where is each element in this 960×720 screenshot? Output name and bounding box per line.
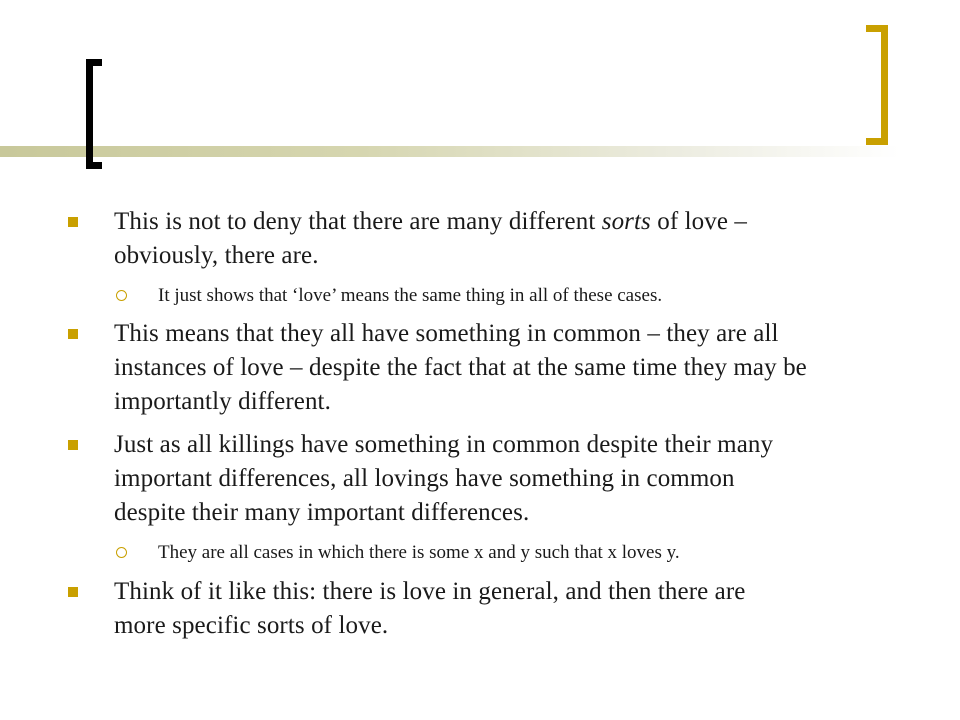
bullet-text-line: This means that they all have something in common – they are all (114, 320, 779, 347)
bullet-text-line: Think of it like this: there is love in general, and then there are (114, 578, 746, 605)
bullet-text-line: instances of love – despite the fact that at the same time they may be (114, 354, 807, 381)
sub-bullet-text: It just shows that ‘love’ means the same thing in all of these cases. (158, 285, 663, 306)
bullet-text (114, 205, 914, 273)
square-bullet-icon (68, 440, 78, 450)
bullet-text-line: more specific sorts of love. (114, 612, 389, 639)
bullet-text-line: obviously, there are. (114, 242, 319, 269)
bullet-text (114, 575, 914, 643)
bullet-text-line: important differences, all lovings have something in common (114, 465, 735, 492)
bullet-text-line: importantly different. (114, 388, 331, 415)
bullet-text-emphasis: sorts (601, 208, 651, 235)
bullet-text-line: despite their many important differences. (114, 499, 530, 526)
bullet-text-line: Just as all killings have something in common despite their many (114, 431, 774, 458)
bullet-text (114, 428, 914, 530)
circle-bullet-icon (116, 290, 127, 301)
square-bullet-icon (68, 217, 78, 227)
square-bullet-icon (68, 329, 78, 339)
sub-bullet-text: They are all cases in which there is some x and y such that x loves y. (158, 542, 680, 563)
bullet-text (114, 317, 914, 419)
bullet-text-part: of love – (650, 208, 747, 235)
circle-bullet-icon (116, 547, 127, 558)
square-bullet-icon (68, 587, 78, 597)
bullet-text-part: This is not to deny that there are many different (114, 208, 602, 235)
